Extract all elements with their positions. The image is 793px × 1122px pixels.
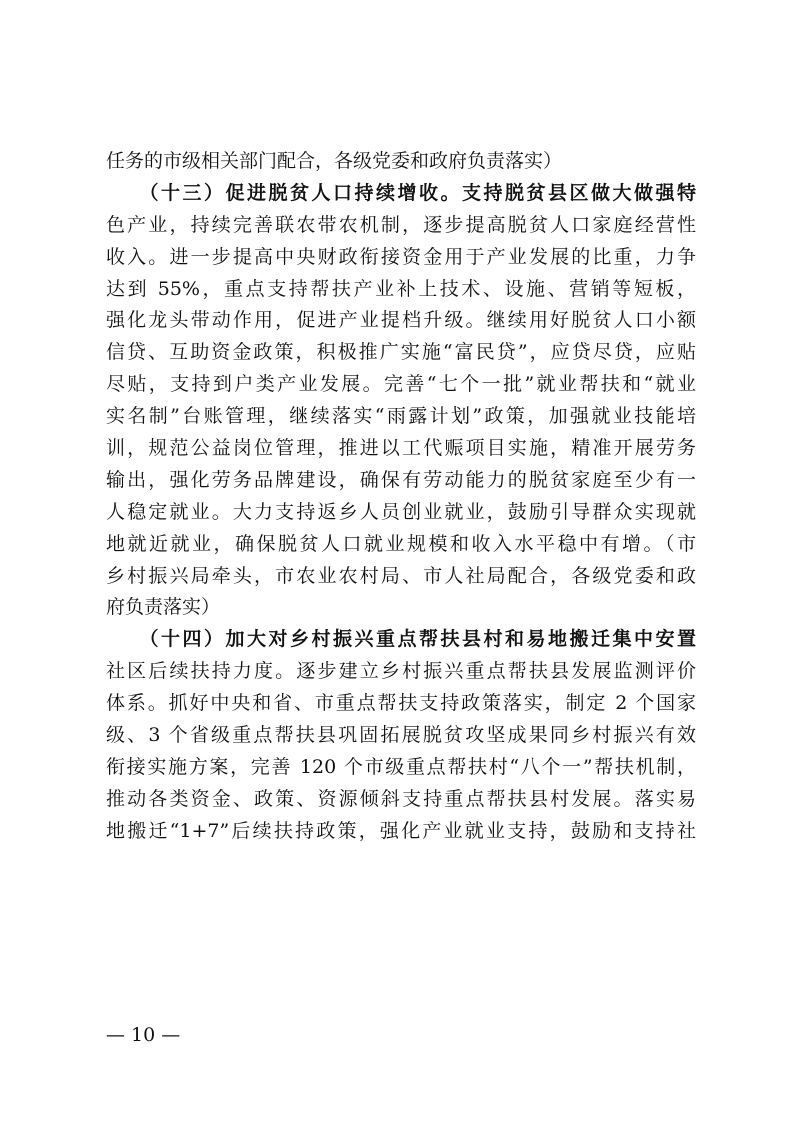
text-line: 社区后续扶持力度。逐步建立乡村振兴重点帮扶县发展监测评价 [106, 660, 696, 683]
text-line: 色产业，持续完善联农带农机制，逐步提高脱贫人口家庭经营性 [106, 213, 696, 236]
text-line: 体系。抓好中央和省、市重点帮扶支持政策落实，制定 2 个国家 [106, 692, 696, 715]
text-line: 输出，强化劳务品牌建设，确保有劳动能力的脱贫家庭至少有一 [106, 468, 696, 491]
text-line: 收入。进一步提高中央财政衔接资金用于产业发展的比重，力争 [106, 245, 696, 268]
text-line: 训，规范公益岗位管理，推进以工代赈项目实施，精准开展劳务 [106, 437, 696, 460]
text-line: 乡村振兴局牵头，市农业农村局、市人社局配合，各级党委和政 [106, 564, 696, 587]
text-line: （十三）促进脱贫人口持续增收。支持脱贫县区做大做强特 [106, 181, 696, 204]
text-line: 府负责落实） [106, 596, 221, 619]
document-body [106, 146, 696, 848]
text-line: 尽贴，支持到户类产业发展。完善“七个一批”就业帮扶和“就业 [106, 373, 696, 396]
text-line: 地搬迁“1+7”后续扶持政策，强化产业就业支持，鼓励和支持社 [106, 819, 696, 842]
text-line: 推动各类资金、政策、资源倾斜支持重点帮扶县村发展。落实易 [106, 787, 696, 810]
text-line: 任务的市级相关部门配合，各级党委和政府负责落实） [106, 150, 563, 172]
text-line: 地就近就业，确保脱贫人口就业规模和收入水平稳中有增。（市 [106, 532, 696, 555]
page-number: — 10 — [106, 1024, 181, 1046]
text-line: 实名制”台账管理，继续落实“雨露计划”政策，加强就业技能培 [106, 405, 696, 428]
text-line: 衔接实施方案，完善 120 个市级重点帮扶村“八个一”帮扶机制， [106, 755, 696, 778]
text-line: 级、3 个省级重点帮扶县巩固拓展脱贫攻坚成果同乡村振兴有效 [106, 724, 696, 747]
text-line: 强化龙头带动作用，促进产业提档升级。继续用好脱贫人口小额 [106, 309, 696, 332]
text-line: 达到 55%，重点支持帮扶产业补上技术、设施、营销等短板， [106, 277, 696, 300]
text-line: 信贷、互助资金政策，积极推广实施“富民贷”，应贷尽贷，应贴 [106, 341, 696, 364]
text-line: （十四）加大对乡村振兴重点帮扶县村和易地搬迁集中安置 [106, 628, 696, 651]
text-line: 人稳定就业。大力支持返乡人员创业就业，鼓励引导群众实现就 [106, 500, 696, 523]
